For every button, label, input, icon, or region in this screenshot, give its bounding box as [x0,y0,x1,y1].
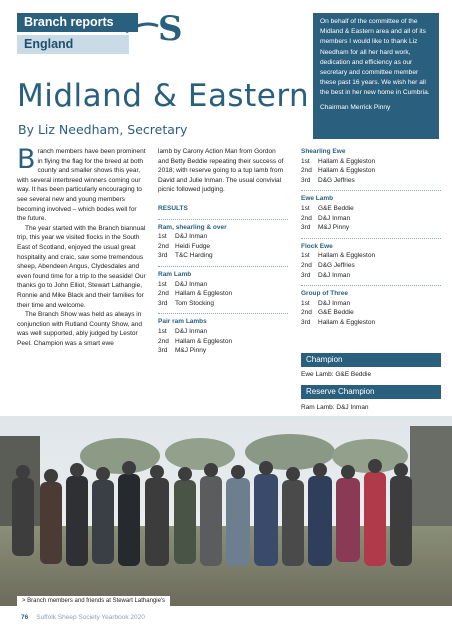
result-class-title: Ram Lamb [158,270,192,278]
result-position: 1st [301,204,310,212]
reserve-champion-text: Ram Lamb: D&J Inman [301,404,369,411]
result-position: 2nd [301,214,312,222]
page-number: 76 [21,614,29,621]
result-position: 2nd [158,290,169,298]
result-row [158,346,288,356]
photo-caption: > Branch members and friends at Stewart Lathangie's [17,596,170,606]
paragraph-2: The year started with the Branch biannual trip, this year we visited flocks in the South East of Scotland, enjoyed the usual great hospitality and craic, saw some tremendous sheep, Abendeen Angus, Clydesdales and even found time for a trip to the seaside! Our thanks go to John Elliot, Stewart Lathangie, Ronnie and Mike Black and their families for their time and welcome. [17,224,146,309]
result-name: G&E Beddie [318,309,354,317]
article-byline: By Liz Needham, Secretary [18,122,188,137]
result-name: Hallam & Eggleston [175,337,233,345]
result-position: 2nd [301,167,312,175]
result-position: 2nd [158,337,169,345]
result-row [158,299,288,309]
result-position: 1st [158,233,167,241]
results-heading: RESULTS [158,204,188,212]
paragraph-4: lamb by Carony Action Man from Gordon and Betty Beddie repeating their success of 2018; with reserve going to a tup lamb from David and Julie Inman. The usual convivial picnic followed judging. [158,148,284,194]
champion-label: Champion [301,353,441,367]
result-row [158,232,288,242]
result-row [301,157,441,167]
result-class-title: Shearling Ewe [301,148,346,155]
result-class-title: Group of Three [301,290,348,298]
result-separator [301,238,441,239]
page-footer [21,614,145,621]
result-name: D&J Inman [175,233,208,241]
article-title: Midland & Eastern [17,78,310,114]
result-position: 3rd [158,347,168,355]
result-row [301,176,441,186]
result-class-title: Ram, shearling & over [158,223,227,231]
thanks-signature: Chairman Merrick Pinny [320,103,391,111]
publication-name: Suffolk Sheep Society Yearbook 2020 [36,614,145,621]
result-class-title: Pair ram Lambs [158,318,207,326]
result-row [158,280,288,290]
result-name: D&G Jeffries [318,176,355,184]
section-tag: Branch reports [17,13,138,32]
result-row [158,251,288,261]
champion-text: Ewe Lamb: G&E Beddie [301,371,372,378]
result-position: 1st [301,252,310,260]
result-name: Tom Stocking [175,299,215,307]
result-position: 3rd [301,271,311,279]
body-column-1 [17,144,147,348]
result-separator [158,219,288,220]
result-name: Hallam & Eggleston [318,157,376,165]
result-position: 1st [301,299,310,307]
result-row [158,242,288,252]
result-position: 3rd [301,176,311,184]
result-position: 3rd [158,252,168,260]
group-photo-image [0,416,452,606]
result-separator [301,190,441,191]
result-row [301,166,441,176]
result-separator [158,266,288,267]
result-row [301,271,441,281]
result-position: 3rd [301,318,311,326]
result-row [301,214,441,224]
result-separator [301,285,441,286]
result-position: 1st [158,280,167,288]
result-position: 2nd [301,261,312,269]
result-row [301,204,441,214]
paragraph-3: The Branch Show was held as always in conjunction with Rutland County Show, and was well supported, ably judged by Lestor Peel. Champion was a smart ewe [17,311,143,347]
result-name: D&J Inman [318,214,351,222]
group-photo [0,416,452,606]
body-column-2 [158,147,288,356]
result-name: M&J Pinny [318,224,350,232]
society-logo-icon [124,10,184,44]
result-name: T&C Harding [175,252,213,260]
paragraph-1-text: ranch members have been prominent in flying the flag for the breed at both county and smaller shows this year, with several interbreed winners coming our way. It has been particularly encouraging to see several new and young members becoming involved – which bodes well for the future. [17,148,146,223]
result-row [301,261,441,271]
result-position: 1st [301,157,310,165]
result-name: Heidi Fudge [175,242,211,250]
thanks-text: On behalf of the committee of the Midland & Eastern area and all of its members I would like to thank Liz Needham for all her hard work, dedication and efficiency as our secretary and committee member these past 16 years. We wish her all the best in her new home in Cumbria. [320,18,430,97]
result-position: 1st [158,327,167,335]
result-name: G&E Beddie [318,204,354,212]
thanks-callout [313,13,439,139]
reserve-champion-label: Reserve Champion [301,385,441,399]
result-name: Hallam & Eggleston [318,252,376,260]
result-row [301,223,441,233]
result-name: Hallam & Eggleston [175,290,233,298]
result-name: Hallam & Eggleston [318,167,376,175]
result-position: 2nd [158,242,169,250]
result-row [301,251,441,261]
result-name: D&G Jeffries [318,261,355,269]
result-name: D&J Inman [318,299,351,307]
result-name: M&J Pinny [175,347,207,355]
result-row [158,327,288,337]
result-position: 3rd [158,299,168,307]
result-position: 3rd [301,224,311,232]
body-column-3 [301,147,441,328]
result-class-title: Flock Ewe [301,242,333,250]
result-row [301,308,441,318]
result-position: 2nd [301,309,312,317]
result-name: D&J Inman [175,280,208,288]
result-name: D&J Inman [318,271,351,279]
result-separator [158,313,288,314]
result-row [158,337,288,347]
dropcap: B [17,144,36,175]
region-tag: England [17,35,129,54]
results-list-col2 [158,219,288,356]
result-name: Hallam & Eggleston [318,318,376,326]
result-row [301,299,441,309]
result-name: D&J Inman [175,327,208,335]
logo-letter: S [158,10,183,44]
result-row [158,289,288,299]
intro-paragraph [17,144,147,224]
result-row [301,318,441,328]
results-list-col3 [301,147,441,328]
result-class-title: Ewe Lamb [301,195,334,203]
